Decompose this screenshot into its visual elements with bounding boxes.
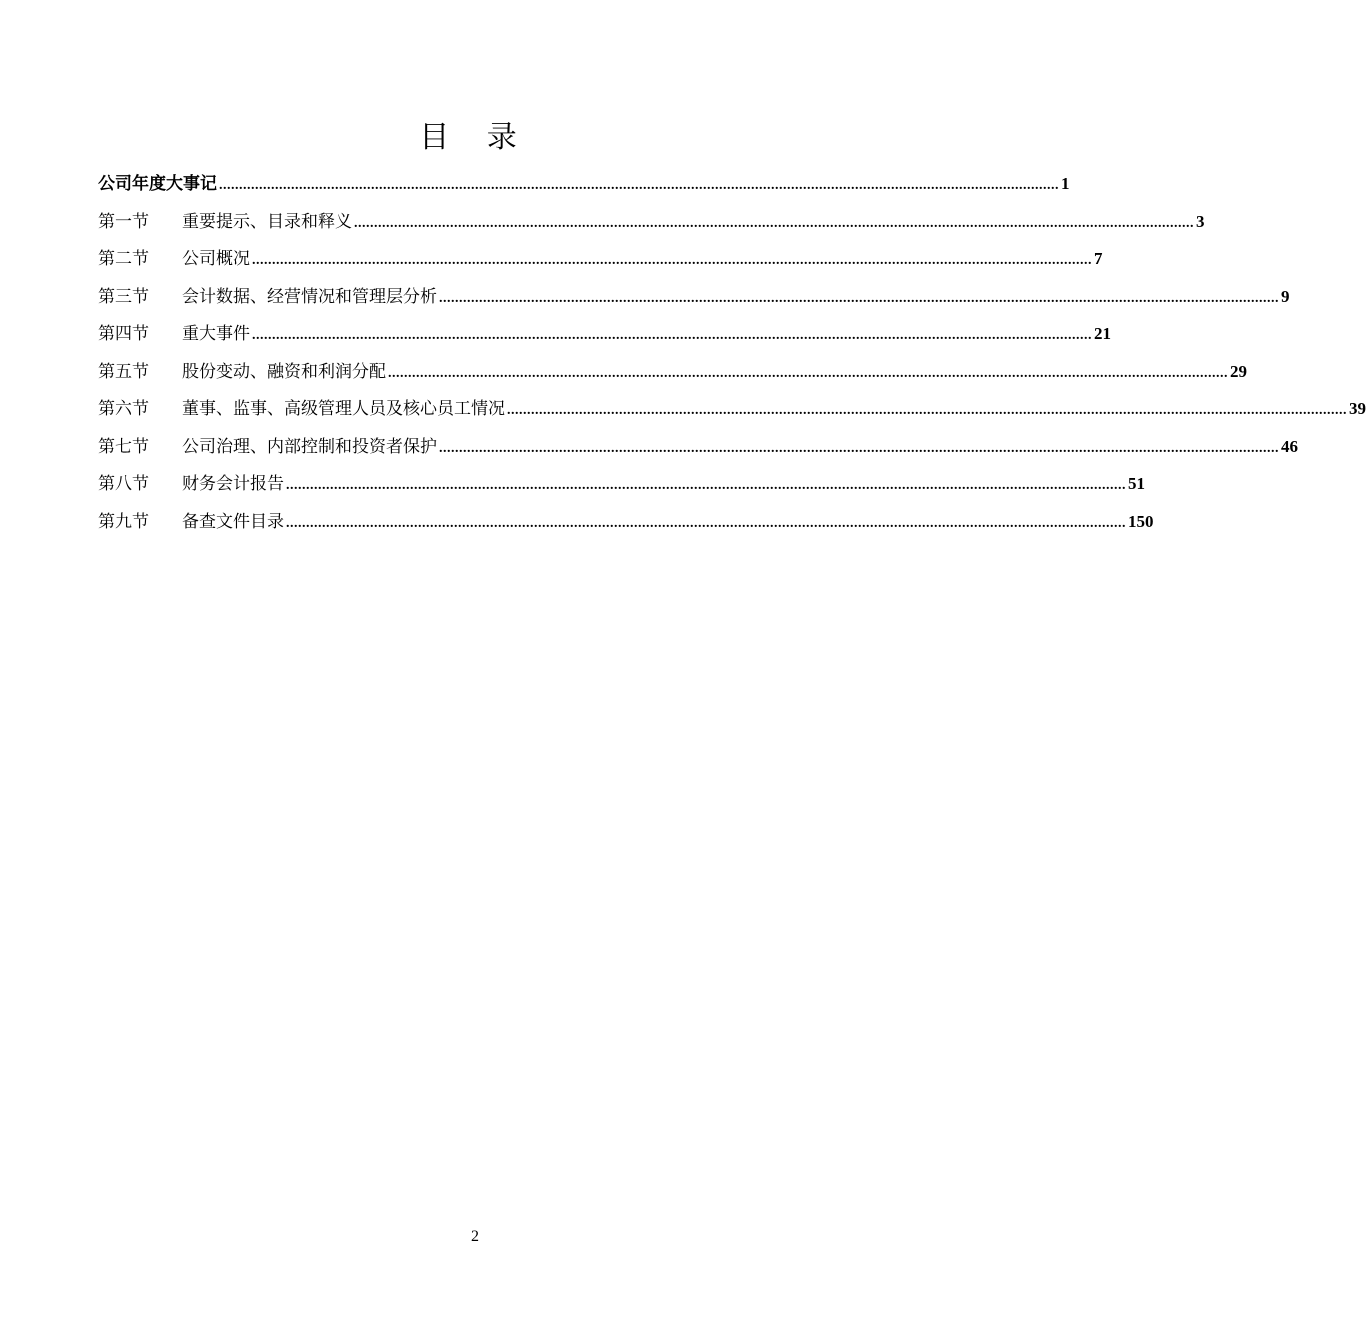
toc-entry-page: 7 xyxy=(1094,249,1103,268)
toc-entry-page: 1 xyxy=(1061,174,1070,193)
toc-entry[interactable] xyxy=(98,433,1298,471)
toc-leader-dots: .................................................................................................................................................................................................................. xyxy=(388,365,1228,381)
toc-entry-title: 董事、监事、高级管理人员及核心员工情况 xyxy=(182,399,505,419)
toc-entry-section: 第五节 xyxy=(98,361,149,382)
toc-entry-section: 第七节 xyxy=(98,436,149,457)
toc-entry[interactable] xyxy=(98,208,1205,246)
toc-entry-section: 第三节 xyxy=(98,286,149,307)
page-title: 目 录 xyxy=(419,120,531,155)
toc-entry-title: 财务会计报告 xyxy=(182,474,284,494)
toc-leader-dots: .................................................................................................................................................................................................................. xyxy=(439,440,1279,456)
toc-entry-page: 9 xyxy=(1281,286,1290,306)
toc-entry-page: 39 xyxy=(1349,399,1366,418)
toc-entry[interactable] xyxy=(98,470,1145,508)
toc-leader-dots: .................................................................................................................................................................................................................. xyxy=(286,515,1126,531)
toc-entry-page: 3 xyxy=(1196,211,1205,231)
toc-entry-section: 第一节 xyxy=(98,211,149,232)
toc-leader-dots: .................................................................................................................................................................................................................. xyxy=(252,253,1092,268)
toc-entry-page: 29 xyxy=(1230,361,1247,381)
toc-entry-section: 第二节 xyxy=(98,249,149,269)
toc-entry-title: 备查文件目录 xyxy=(182,511,284,532)
toc-entry-section: 第八节 xyxy=(98,474,149,494)
toc-entry-page: 46 xyxy=(1281,436,1298,456)
toc-entry[interactable] xyxy=(98,358,1247,396)
toc-entry[interactable] xyxy=(98,320,1111,358)
toc-entry-section: 第九节 xyxy=(98,511,149,532)
toc-leader-dots: .................................................................................................................................................................................................................. xyxy=(219,178,1059,193)
toc-entry-page: 150 xyxy=(1128,511,1154,531)
toc-entry-title: 重大事件 xyxy=(182,324,250,344)
toc-entry-section: 第六节 xyxy=(98,399,149,419)
toc-entry[interactable] xyxy=(98,508,1154,546)
toc-entry-title: 会计数据、经营情况和管理层分析 xyxy=(182,286,437,307)
toc-entry-title: 公司年度大事记 xyxy=(98,174,217,194)
toc-entry[interactable] xyxy=(98,283,1290,321)
toc-leader-dots: .................................................................................................................................................................................................................. xyxy=(286,478,1126,493)
toc-entry[interactable] xyxy=(98,170,1070,208)
toc-leader-dots: .................................................................................................................................................................................................................. xyxy=(507,403,1347,418)
toc-entry-title: 重要提示、目录和释义 xyxy=(182,211,352,232)
toc-entry[interactable] xyxy=(98,245,1103,283)
toc-leader-dots: .................................................................................................................................................................................................................. xyxy=(354,215,1194,231)
toc-entry-page: 21 xyxy=(1094,324,1111,343)
toc-entry-title: 公司概况 xyxy=(182,249,250,269)
toc-entry-section: 第四节 xyxy=(98,324,149,344)
toc-entry-title: 公司治理、内部控制和投资者保护 xyxy=(182,436,437,457)
toc-entry-page: 51 xyxy=(1128,474,1145,493)
toc-leader-dots: .................................................................................................................................................................................................................. xyxy=(439,290,1279,306)
page-number: 2 xyxy=(471,1228,479,1245)
toc-leader-dots: .................................................................................................................................................................................................................. xyxy=(252,328,1092,343)
toc-entry[interactable] xyxy=(98,395,1366,433)
table-of-contents xyxy=(98,170,1366,545)
toc-entry-title: 股份变动、融资和利润分配 xyxy=(182,361,386,382)
